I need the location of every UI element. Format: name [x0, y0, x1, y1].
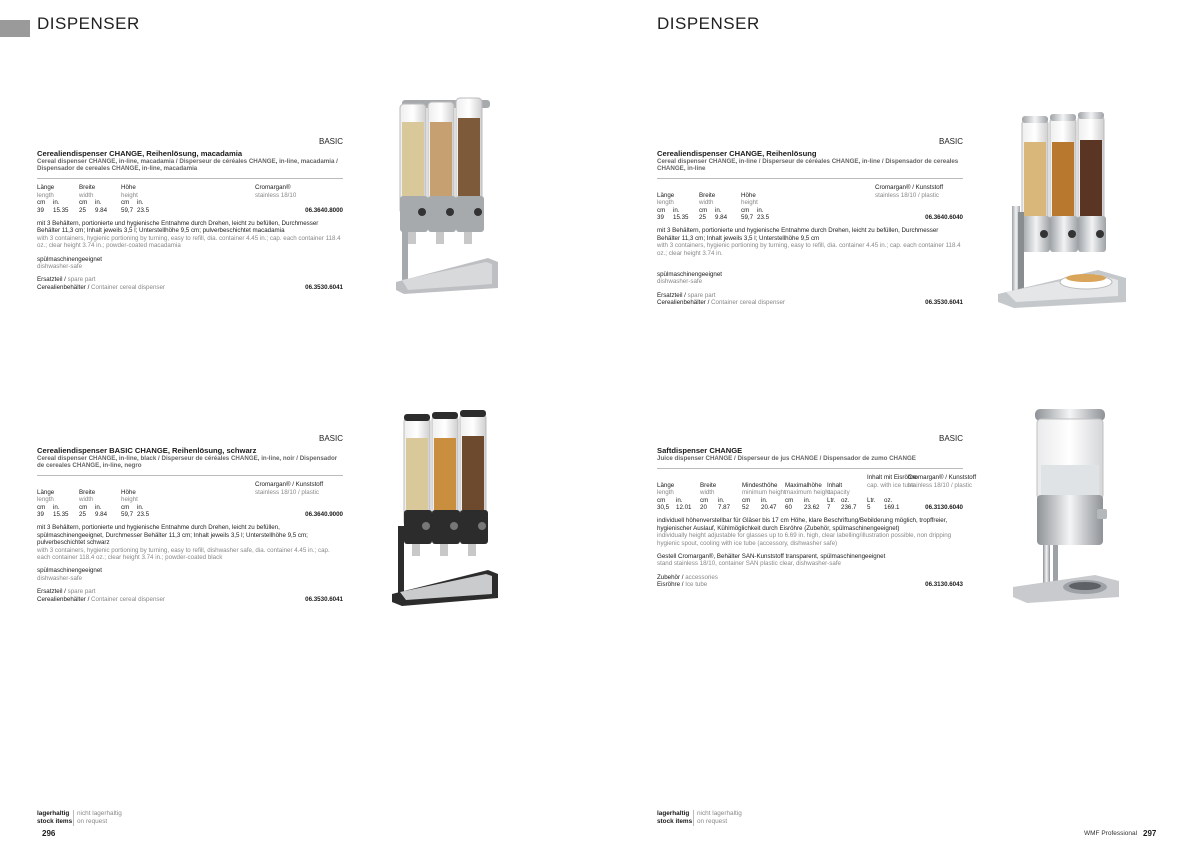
cereal-dispenser-macadamia-image	[388, 92, 500, 298]
section-title: DISPENSER	[657, 14, 760, 33]
part-code: 06.3530.6041	[305, 595, 343, 603]
product-card: BASIC Cerealiendispenser CHANGE, Reihenlösung, macadamia Cereal dispenser CHANGE, in-line, macadamia / Disperseur de céréales CHANGE, in-line, macadamia / Dispensador de cereales CHANGE, in-line, macadamia Länge Breite Höhe Cromargan® length width height stainless 18/10 cm in. cm in. cm in. 39 15.35 25 9.84 59,7 23.5 06.3640.8000 mit 3 Behältern, portionierte und hygienische Entnahme durch Drehen, leicht zu befüllen, Durchmesser Behälter 11,3 cm; Inhalt jeweils 3,5 l; Unterstellhöhe 9,5 cm; pulverbeschichtet macadamia with 3 containers, hygienic portioning by turning, easy to refill, dia. container 4.45 in.; cap. each container 118.4 oz.; clear height 3.74 in.; powder-coated macadamia spülmaschinengeeignet dishwasher-safe Ersatzteil / spare part Cerealienbehälter / Container cereal dispenser 06.3530.6041	[37, 137, 343, 291]
product-name: Cerealiendispenser BASIC CHANGE, Reihenlösung, schwarz	[37, 446, 257, 456]
brand-name: WMF Professional	[1084, 830, 1138, 837]
product-translation: Cereal dispenser CHANGE, in-line, macadamia / Disperseur de céréales CHANGE, in-line, macadamia / Dispensador de cereales CHANGE, in-line, macadamia	[37, 158, 338, 173]
page-number: 296	[42, 829, 56, 838]
accessory-code: 06.3130.6043	[925, 581, 963, 589]
product-translation: Juice dispenser CHANGE / Disperseur de jus CHANGE / Dispensador de zumo CHANGE	[657, 455, 916, 463]
product-name: Cerealiendispenser CHANGE, Reihenlösung, macadamia	[37, 149, 243, 159]
measure-table: Cromargan® / Kunststoff Länge Breite Höhe stainless 18/10 / plastic length width height cm in. cm in. cm in. 39 15.35 25 9.84 59,7 23.5 06.3640.9000	[37, 481, 343, 519]
stock-legend: lagerhaltig nicht lagerhaltig stock items on request	[37, 810, 122, 825]
article-code: 06.3640.8000	[305, 206, 343, 214]
divider	[37, 475, 343, 476]
product-card: BASIC Cerealiendispenser CHANGE, Reihenlösung Cereal dispenser CHANGE, in-line / Disperseur de céréales CHANGE, in-line / Dispensador de cereales CHANGE, in-line Cromargan® / Kunststoff Länge Breite Höhe stainless 18/10 / plastic length width height cm in. cm in. cm in. 39 15.35 25 9.84 59,7 23.5 06.3640.6040 mit 3 Behältern, portionierte und hygienische Entnahme durch Drehen, leicht zu befüllen, Durchmesser Behälter 11,3 cm; Inhalt jeweils 3,5 l; Unterstellhöhe 9,5 cm with 3 containers, hygienic portioning by turning, easy to refill, dia. container 4.45 in.; cap. each container 118.4 oz.; clear height 3.74 in. spülmaschinengeeignet dishwasher-safe Ersatzteil / spare part Cerealienbehälter / Container cereal dispenser 06.3530.6041	[657, 137, 963, 307]
description: mit 3 Behältern, portionierte und hygienische Entnahme durch Drehen, leicht zu befüllen, Durchmesser Behälter 11,3 cm; Inhalt jeweils 3,5 l; Unterstellhöhe 9,5 cm with 3 containers, hygienic portioning by turning, easy to refill, dia. container 4.45 in.; cap. each container 118.4 oz.; clear height 3.74 in.	[657, 227, 961, 257]
product-card: BASIC Saftdispenser CHANGE Juice dispenser CHANGE / Disperseur de jus CHANGE / Dispensador de zumo CHANGE Inhalt mit Eisröhre Cromargan® / Kunststoff Länge Breite Mindesthöhe Maximalhöhe Inhalt cap. with ice tube stainless 18/10 / plastic length width minimum height maximum height capacity cm in. cm in. cm in. cm in. Ltr. oz. Ltr. oz. 30,5 12.01 20 7.87 52 20.47 60 23.62 7 236.7 5 169.1 06.3130.6040 individuell höhenverstellbar für Gläser bis 17 cm Höhe, klare Beschriftung/Bebilderung möglich, tropffreier, hygienischer Auslauf, Kühlmöglichkeit durch Eisröhre (Zubehör, spülmaschinengeeignet) individually height adjustable for glasses up to 6.69 in. high, clear labelling/illustration possible, non dripping hygienic spout, cooling with ice tube (accessory, dishwasher safe) Gestell Cromargan®, Behälter SAN-Kunststoff transparent, spülmaschinengeeignet stand stainless 18/10, container SAN plastic clear, dishwasher-safe Zubehör / accessories Eisröhre / Ice tube 06.3130.6043	[657, 434, 977, 589]
measure-table: Cromargan® / Kunststoff Länge Breite Höhe stainless 18/10 / plastic length width height cm in. cm in. cm in. 39 15.35 25 9.84 59,7 23.5 06.3640.6040	[657, 184, 963, 222]
divider	[37, 178, 343, 179]
article-code: 06.3640.6040	[925, 214, 963, 222]
cereal-dispenser-black-image	[388, 408, 500, 608]
badge: BASIC	[318, 137, 343, 146]
product-translation: Cereal dispenser CHANGE, in-line, black / Disperseur de céréales CHANGE, in-line, noir / Dispensador de cereales CHANGE, in-line, negro	[37, 455, 338, 470]
cereal-dispenser-steel-image	[998, 112, 1128, 308]
juice-dispenser-image	[1005, 405, 1125, 605]
product-card: BASIC Cerealiendispenser BASIC CHANGE, Reihenlösung, schwarz Cereal dispenser CHANGE, in-line, black / Disperseur de céréales CHANGE, in-line, noir / Dispensador de cereales CHANGE, in-line, negro Cromargan® / Kunststoff Länge Breite Höhe stainless 18/10 / plastic length width height cm in. cm in. cm in. 39 15.35 25 9.84 59,7 23.5 06.3640.9000 mit 3 Behältern, portionierte und hygienische Entnahme durch Drehen, leicht zu befüllen, spülmaschinengeeignet, Durchmesser Behälter 11,3 cm; Inhalt jeweils 3,5 l; Unterstellhöhe 9,5 cm; pulverbeschichtet schwarz with 3 containers, hygienic portioning by turning, easy to refill, dishwasher safe, dia. container 4.45 in.; cap. each container 118.4 oz.; clear height 3.74 in.; powder-coated black spülmaschinengeeignet dishwasher-safe Ersatzteil / spare part Cerealienbehälter / Container cereal dispenser 06.3530.6041	[37, 434, 343, 603]
part-code: 06.3530.6041	[305, 283, 343, 291]
badge: BASIC	[938, 434, 963, 443]
badge: BASIC	[318, 434, 343, 443]
stock-legend: lagerhaltig nicht lagerhaltig stock items on request	[657, 810, 742, 825]
section-title: DISPENSER	[37, 14, 140, 33]
divider	[657, 468, 963, 469]
measure-table: Länge Breite Höhe Cromargan® length width height stainless 18/10 cm in. cm in. cm in. 39 15.35 25 9.84 59,7 23.5 06.3640.8000	[37, 184, 343, 214]
part-code: 06.3530.6041	[925, 299, 963, 307]
page-number: 297	[1143, 829, 1157, 838]
product-name: Saftdispenser CHANGE	[657, 446, 743, 456]
description: mit 3 Behältern, portionierte und hygienische Entnahme durch Drehen, leicht zu befüllen, Durchmesser Behälter 11,3 cm; Inhalt jeweils 3,5 l; Unterstellhöhe 9,5 cm; pulverbeschichtet macadamia with 3 containers, hygienic portioning by turning, easy to refill, dia. container 4.45 in.; cap. each container 118.4 oz.; clear height 3.74 in.; powder-coated macadamia	[37, 220, 341, 250]
right-page	[600, 0, 1200, 849]
product-name: Cerealiendispenser CHANGE, Reihenlösung	[657, 149, 817, 159]
product-translation: Cereal dispenser CHANGE, in-line / Disperseur de céréales CHANGE, in-line / Dispensador de cereales CHANGE, in-line	[657, 158, 959, 173]
divider	[657, 178, 963, 179]
article-code: 06.3130.6040	[925, 504, 963, 512]
section-tab	[0, 20, 30, 37]
description: mit 3 Behältern, portionierte und hygienische Entnahme durch Drehen, leicht zu befüllen, spülmaschinengeeignet, Durchmesser Behälter 11,3 cm; Inhalt jeweils 3,5 l; Unterstellhöhe 9,5 cm; pulverbeschichtet schwarz with 3 containers, hygienic portioning by turning, easy to refill, dishwasher safe, dia. container 4.45 in.; cap. each container 118.4 oz.; clear height 3.74 in.; powder-coated black	[37, 524, 330, 562]
measure-table: Inhalt mit Eisröhre Cromargan® / Kunststoff Länge Breite Mindesthöhe Maximalhöhe Inhalt cap. with ice tube stainless 18/10 / plastic length width minimum height maximum height capacity cm in. cm in. cm in. cm in. Ltr. oz. Ltr. oz. 30,5 12.01 20 7.87 52 20.47 60 23.62 7 236.7 5 169.1 06.3130.6040	[657, 474, 977, 512]
article-code: 06.3640.9000	[305, 511, 343, 519]
badge: BASIC	[938, 137, 963, 146]
description: individuell höhenverstellbar für Gläser bis 17 cm Höhe, klare Beschriftung/Bebilderung möglich, tropffreier, hygienischer Auslauf, Kühlmöglichkeit durch Eisröhre (Zubehör, spülmaschinengeeignet) individually height adjustable for glasses up to 6.69 in. high, clear labelling/illustration possible, non dripping hygienic spout, cooling with ice tube (accessory, dishwasher safe)	[657, 517, 952, 547]
